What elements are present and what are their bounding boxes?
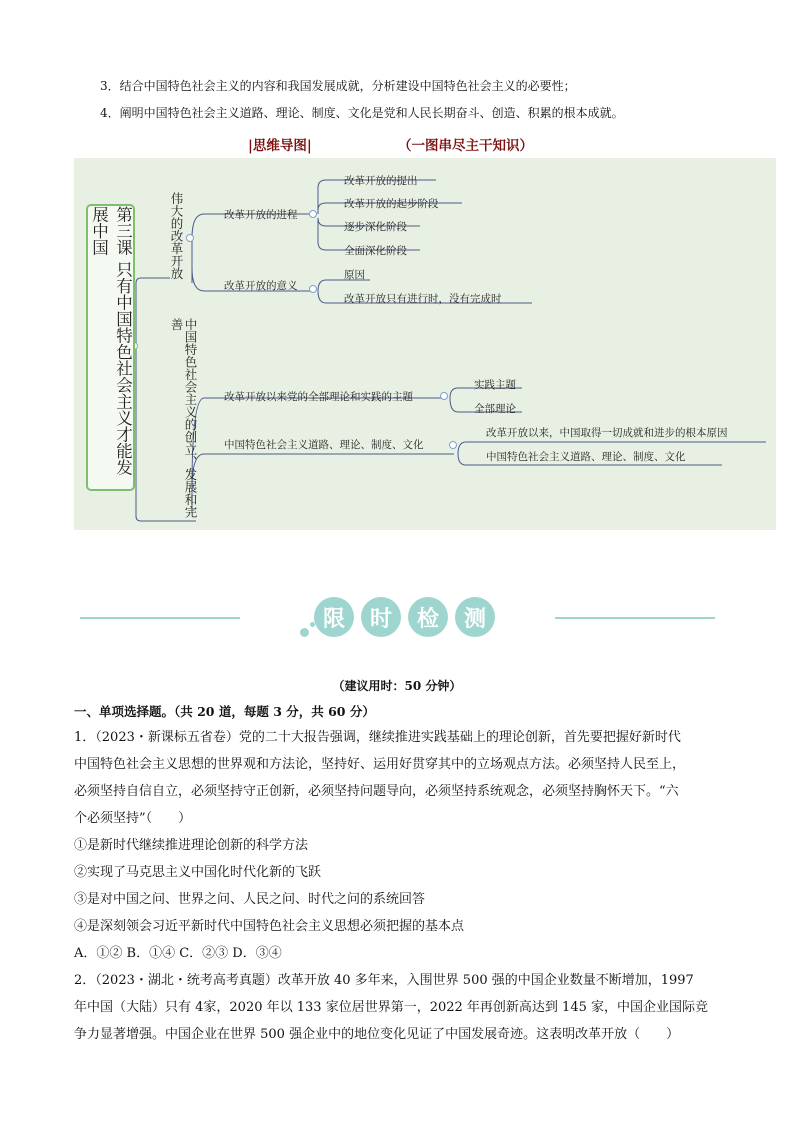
banner-dot-large <box>300 628 309 637</box>
banner-char-1: 限 <box>314 597 354 637</box>
sub1-item-1: 改革开放的提出 <box>344 175 418 187</box>
branch2-sub1-item-2: 全部理论 <box>474 403 516 415</box>
objective-4: 4．阐明中国特色社会主义道路、理论、制度、文化是党和人民长期奋斗、创造、积累的根本成就。 <box>100 106 624 120</box>
branch2-label: 中国特色社会主义的创立、发展和完善 <box>169 318 198 518</box>
branch2-sub2-collapse-icon[interactable] <box>449 441 457 449</box>
q2-line-3: 争力显著增强。中国企业在世界 500 强企业中的地位变化见证了中国发展奇迹。这表明改革开放（ ） <box>74 1027 680 1042</box>
q1-line-2: 中国特色社会主义思想的世界观和方法论，坚持好、运用好贯穿其中的立场观点方法。必须坚持人民至上， <box>74 757 686 772</box>
sub1-item-3: 逐步深化阶段 <box>344 221 407 233</box>
branch2-sub2-item-2: 中国特色社会主义道路、理论、制度、文化 <box>486 451 686 463</box>
q1-line-3: 必须坚持自信自立，必须坚持守正创新，必须坚持问题导向，必须坚持系统观念，必须坚持胸怀天下。“六 <box>74 784 679 799</box>
q1-option-2: ②实现了马克思主义中国化时代化新的飞跃 <box>74 865 322 880</box>
branch2-sub1-collapse-icon[interactable] <box>440 392 448 400</box>
mindmap-root: 第三课 只有中国特色社会主义才能发展中国 <box>86 204 135 491</box>
q1-option-4: ④是深刻领会习近平新时代中国特色社会主义思想必须把握的基本点 <box>74 919 465 934</box>
branch1-sub2: 改革开放的意义 <box>224 280 298 292</box>
branch1-label: 伟大的改革开放 <box>169 192 184 280</box>
branch1-sub1: 改革开放的进程 <box>224 209 298 221</box>
sub2-item-1: 原因 <box>344 269 365 281</box>
branch2-sub2: 中国特色社会主义道路、理论、制度、文化 <box>224 439 424 451</box>
banner-char-4: 测 <box>455 597 495 637</box>
q1-option-1: ①是新时代继续推进理论创新的科学方法 <box>74 838 309 853</box>
q2-line-1: 2．（2023・湖北・统考高考真题）改革开放 40 多年来，入围世界 500 强的中国企业数量不断增加，1997 <box>74 973 694 988</box>
mindmap-subheader: （一图串尽主干知识） <box>398 138 533 154</box>
suggested-time: （建议用时：50 分钟） <box>332 679 462 693</box>
branch2-sub1: 改革开放以来党的全部理论和实践的主题 <box>224 391 413 403</box>
sub1-collapse-icon[interactable] <box>309 210 317 218</box>
objective-3: 3．结合中国特色社会主义的内容和我国发展成就，分析建设中国特色社会主义的必要性； <box>100 79 576 93</box>
sub1-item-4: 全面深化阶段 <box>344 245 407 257</box>
branch2-sub1-item-1: 实践主题 <box>474 379 516 391</box>
branch1-collapse-icon[interactable] <box>186 234 194 242</box>
q1-line-4: 个必须坚持”（ ） <box>74 811 192 826</box>
mindmap <box>74 158 776 530</box>
banner-line-left <box>80 617 240 619</box>
q1-option-3: ③是对中国之问、世界之问、人民之问、时代之问的系统回答 <box>74 892 426 907</box>
sub1-item-2: 改革开放的起步阶段 <box>344 198 439 210</box>
mindmap-header: |思维导图| <box>248 138 312 154</box>
q1-line-1: 1．（2023・新课标五省卷）党的二十大报告强调，继续推进实践基础上的理论创新，首先要把握好新时代 <box>74 730 681 745</box>
banner-char-3: 检 <box>408 597 448 637</box>
section-title: 一、单项选择题。（共 20 道，每题 3 分，共 60 分） <box>74 704 375 719</box>
sub2-item-2: 改革开放只有进行时，没有完成时 <box>344 293 502 305</box>
sub2-collapse-icon[interactable] <box>309 285 317 293</box>
q1-answers: A．①② B．①④ C．②③ D．③④ <box>74 946 282 961</box>
branch2-sub2-item-1: 改革开放以来，中国取得一切成就和进步的根本原因 <box>486 427 728 439</box>
banner-char-2: 时 <box>361 597 401 637</box>
banner-line-right <box>555 617 715 619</box>
q2-line-2: 年中国（大陆）只有 4家，2020 年以 133 家位居世界第一，2022 年再创新高达到 145 家，中国企业国际竞 <box>74 1000 708 1015</box>
